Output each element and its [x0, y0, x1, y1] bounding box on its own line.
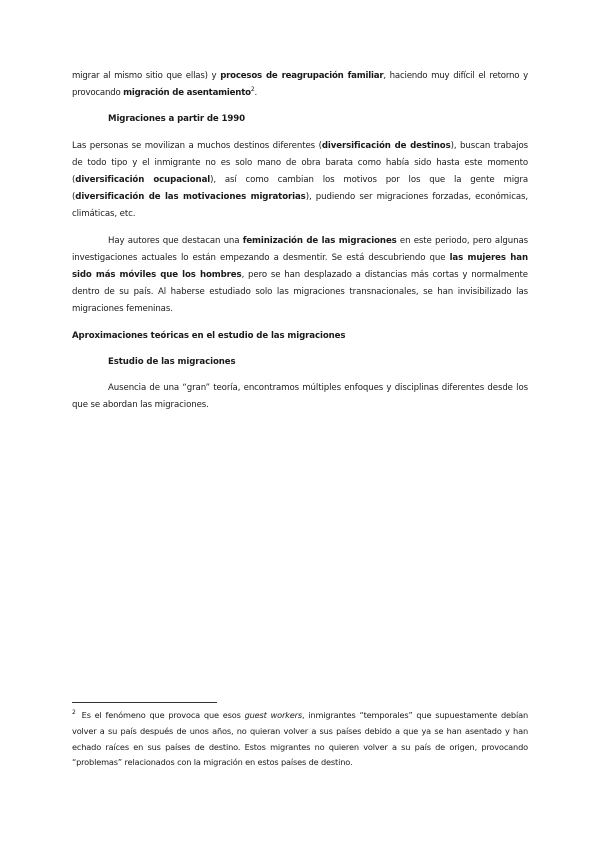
text-run: en este periodo, pero algunas investigaciones actuales lo están empezando a desmentir. Se está descubriendo que [72, 235, 528, 263]
paragraph [72, 233, 528, 319]
text-run: Es el fenómeno que provoca que esos [81, 710, 245, 720]
bold-term: diversificación de destinos [321, 140, 451, 151]
text-run: ), buscan trabajos de todo tipo y el inmigrante no es solo mano de obra barata como había sido hasta este momento ( [72, 140, 528, 186]
body-text [72, 68, 528, 414]
section-heading: Aproximaciones teóricas en el estudio de las migraciones [72, 330, 346, 341]
bold-term: feminización de las migraciones [242, 235, 397, 246]
footnote-reference[interactable]: 2 [250, 86, 255, 94]
footnote [72, 708, 528, 771]
text-run: . [254, 88, 258, 99]
subsection-heading: Estudio de las migraciones [108, 356, 236, 367]
bold-term: diversificación ocupacional [75, 175, 211, 186]
text-run: , inmigrantes “temporales” que supuestamente debían volver a su país después de unos años, no quieran volver a sus países debido a que ya se han asentado y han echado raíces en sus países de destino. Estos migrantes no quieren volver a su país de origen, provocando “problemas” relacionados con la migración en estos países de destino. [72, 710, 528, 768]
text-run: Hay autores que destacan una [108, 235, 243, 246]
footnote-text [72, 708, 528, 771]
paragraph-continuation [72, 68, 528, 102]
paragraph [72, 138, 528, 224]
paragraph: Ausencia de una “gran” teoría, encontramos múltiples enfoques y disciplinas diferentes desde los que se abordan las migraciones. [72, 383, 528, 411]
text-run: ), pudiendo ser migraciones forzadas, económicas, climáticas, etc. [72, 192, 529, 220]
bold-term: migración de asentamiento [123, 88, 251, 99]
section-heading: Migraciones a partir de 1990 [108, 114, 246, 125]
text-run: , pero se han desplazado a distancias más cortas y normalmente dentro de su país. Al haberse estudiado solo las migraciones transnacionales, se han invisibilizado las migraciones femeninas. [72, 270, 528, 315]
bold-term: procesos de reagrupación familiar [220, 71, 384, 81]
text-run: ), así como cambian los motivos por los que la gente migra ( [72, 175, 528, 203]
footnote-number: 2 [72, 709, 76, 717]
text-run: , haciendo muy difícil el retorno y provocando [72, 71, 528, 99]
italic-term: guest workers [244, 710, 302, 720]
bold-term: las mujeres han sido más móviles que los hombres [72, 252, 528, 281]
footnote-separator [72, 702, 217, 703]
bold-term: diversificación de las motivaciones migratorias [75, 192, 306, 203]
text-run: Las personas se movilizan a muchos destinos diferentes ( [72, 140, 322, 151]
text-run: migrar al mismo sitio que ellas) y [72, 71, 221, 81]
